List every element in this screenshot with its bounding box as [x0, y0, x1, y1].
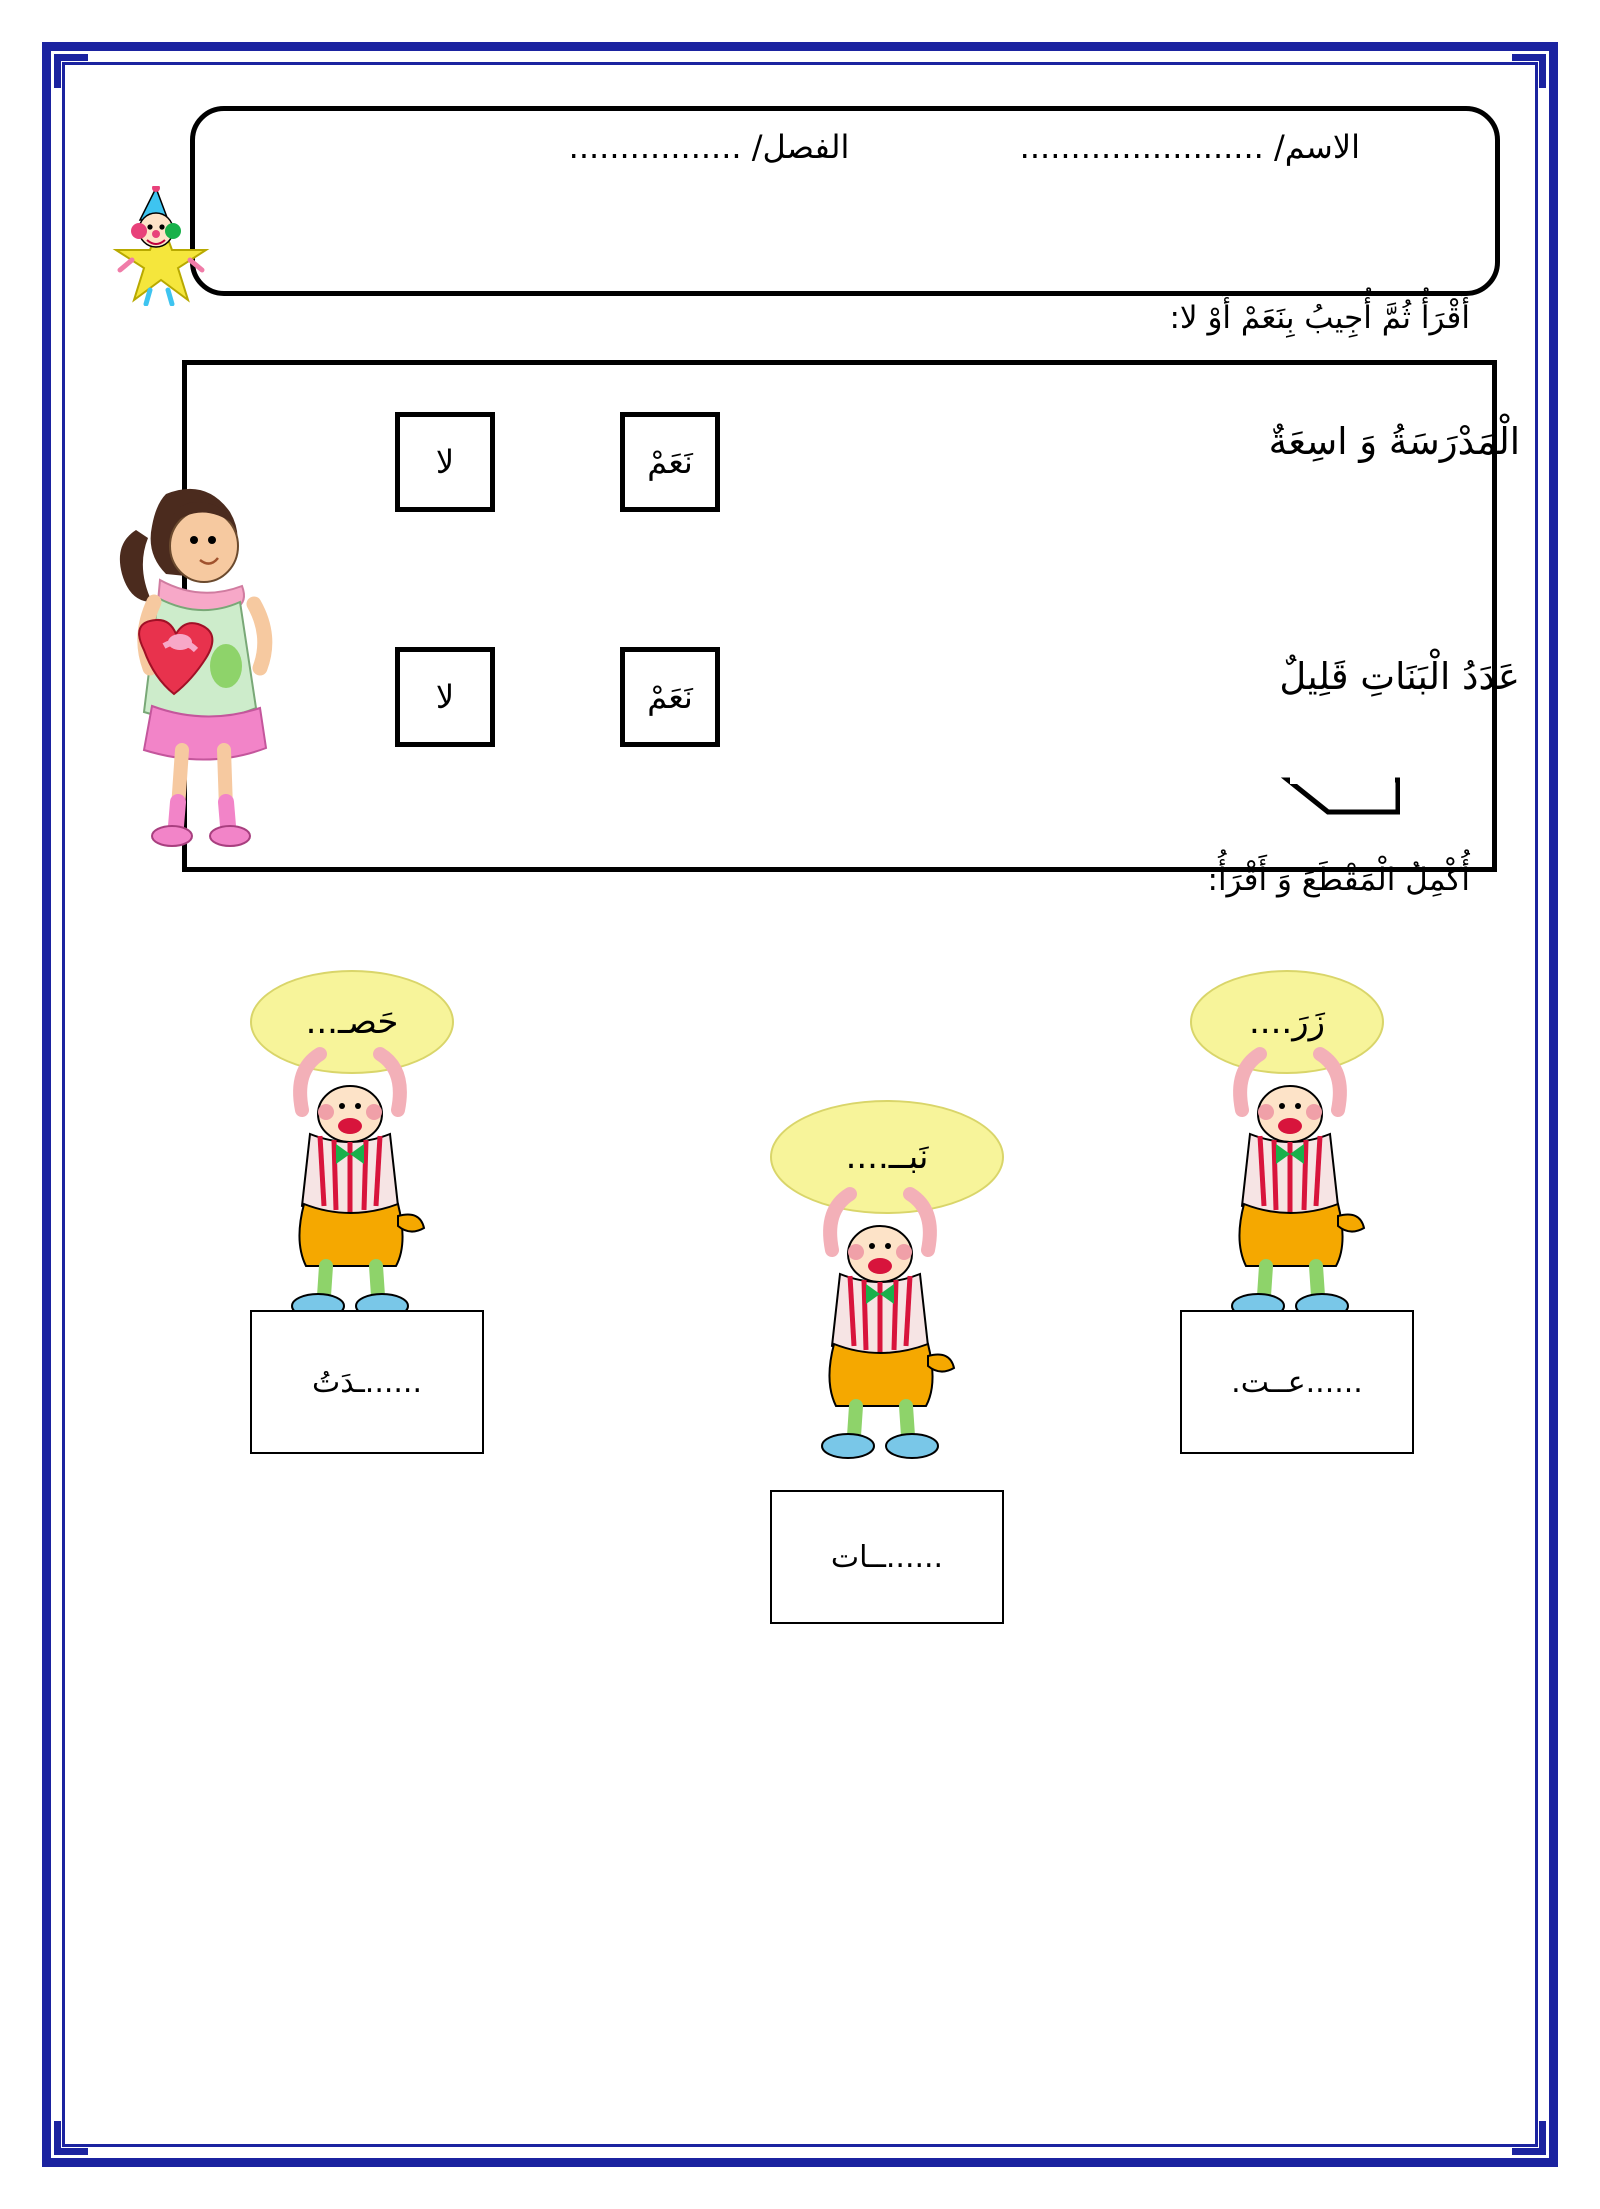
bubble-text-2: نَبــ....	[770, 1100, 1004, 1214]
question-text-1: الْمَدْرَسَةُ وَ اسِعَةٌ	[1268, 420, 1520, 463]
bubble-text-1: زَرَ....	[1190, 970, 1384, 1074]
bubble-text-3: حَصـ...	[250, 970, 454, 1074]
clown-lifting-icon	[260, 1040, 440, 1334]
clown-icon	[106, 186, 216, 306]
instruction-yes-no: أَقْرَأُ ثُمَّ أُجِيبُ بِنَعَمْ أَوْ لا:	[1169, 300, 1470, 336]
clown-lifting-icon	[790, 1180, 970, 1474]
corner-ornament-top-left	[54, 54, 88, 88]
girl-with-heart-icon	[108, 470, 278, 870]
checkbox-no-1[interactable]: لا	[395, 412, 495, 512]
instruction-complete-syllable: أُكْمِلُ الْمَقْطَعَ وَ أَقْرَأُ:	[1207, 862, 1470, 898]
clown-lifting-icon	[1200, 1040, 1380, 1334]
name-label: الاسم/	[1273, 128, 1360, 166]
syllable-item-3	[240, 970, 530, 1490]
corner-ornament-bottom-left	[54, 2121, 88, 2155]
syllable-item-2	[760, 1100, 1050, 1660]
answer-blank-2[interactable]: ......ــات	[770, 1490, 1004, 1624]
class-blank[interactable]: .................	[568, 128, 742, 166]
question-text-2: عَدَدُ الْبَنَاتِ قَلِيلٌ	[1279, 655, 1520, 698]
class-label: الفصل/	[751, 128, 850, 166]
student-info-line	[180, 128, 1360, 166]
checkbox-yes-1[interactable]: نَعَمْ	[620, 412, 720, 512]
corner-ornament-bottom-right	[1512, 2121, 1546, 2155]
corner-ornament-top-right	[1512, 54, 1546, 88]
syllable-item-1	[1180, 970, 1470, 1490]
answer-blank-1[interactable]: ......عــت.	[1180, 1310, 1414, 1454]
checkbox-no-2[interactable]: لا	[395, 647, 495, 747]
checkbox-yes-2[interactable]: نَعَمْ	[620, 647, 720, 747]
name-blank[interactable]: ........................	[1019, 128, 1264, 166]
answer-blank-3[interactable]: ......ـدَتُ	[250, 1310, 484, 1454]
